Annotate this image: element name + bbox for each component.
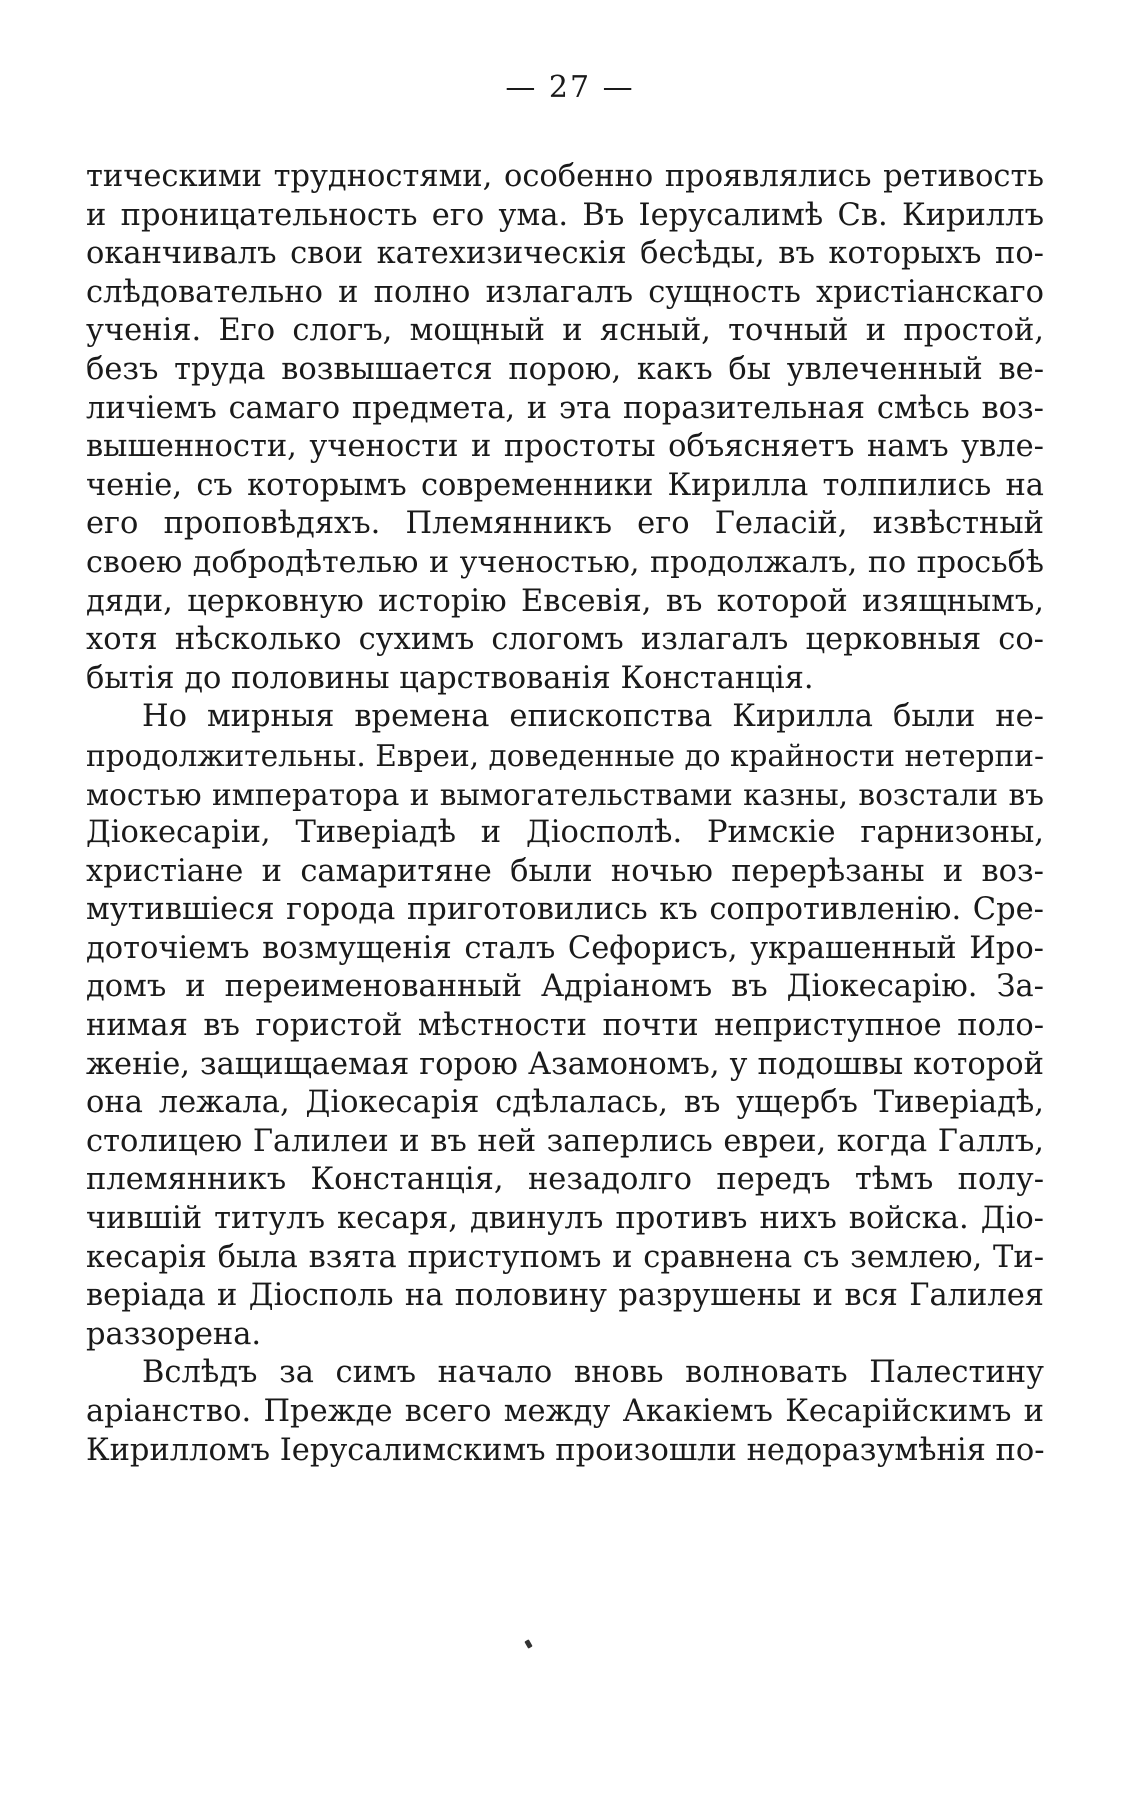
text-line: ученія. Его слогъ, мощный и ясный, точный и простой, [86,313,1044,349]
paragraph-3 [86,1354,1044,1470]
text-line: мостью императора и вымогательствами казны, возстали въ [86,777,1044,812]
ink-mark [524,1639,532,1648]
text-line: чившій титулъ кесаря, двинулъ противъ нихъ войска. Діо- [86,1201,1044,1237]
text-line: хотя нѣсколько сухимъ слогомъ излагалъ церковныя со- [86,622,1044,658]
paragraph-1 [86,158,1044,698]
text-line: Вслѣдъ за симъ начало вновь волновать Палестину [142,1355,1044,1391]
text-line: вышенности, учености и простоты объясняетъ намъ увле- [86,429,1044,465]
text-line: безъ труда возвышается порою, какъ бы увлеченный ве- [86,351,1044,387]
text-line: Кирилломъ Іерусалимскимъ произошли недоразумѣнія по- [86,1432,1045,1468]
text-line: домъ и переименованный Адріаномъ въ Діокесарію. За- [86,969,1044,1005]
text-line: ченіе, съ которымъ современники Кирилла толпились на [86,467,1044,503]
text-line: аріанство. Прежде всего между Акакіемъ Кесарійскимъ и [86,1394,1044,1429]
text-line: мутившіеся города приготовились къ сопротивленію. Сре- [86,892,1044,928]
text-line: она лежала, Діокесарія сдѣлалась, въ ущербъ Тиверіадѣ, [86,1085,1044,1121]
text-line: доточіемъ возмущенія сталъ Сефорисъ, украшенный Иро- [86,930,1044,966]
text-line: веріада и Діосполь на половину разрушены и вся Галилея [86,1278,1044,1314]
text-line: и проницательность его ума. Въ Іерусалимѣ Св. Кириллъ [86,197,1044,233]
text-line: Но мирныя времена епископства Кирилла были не- [142,699,1044,735]
body-text [86,158,1044,1470]
text-line: христіане и самаритяне были ночью перерѣзаны и воз- [86,853,1044,889]
text-line: тическими трудностями, особенно проявлялись ретивость [86,159,1044,194]
text-line: Діокесаріи, Тиверіадѣ и Діосполѣ. Римскіе гарнизоны, [86,815,1044,851]
text-line: кесарія была взята приступомъ и сравнена съ землею, Ти- [86,1239,1044,1275]
text-line: племянникъ Констанція, незадолго передъ тѣмъ полу- [86,1162,1044,1198]
page-number: — 27 — [505,70,635,105]
text-line: оканчивалъ свои катехизическія бесѣды, въ которыхъ по- [86,236,1044,272]
text-line: нимая въ гористой мѣстности почти неприступное поло- [86,1008,1044,1044]
text-line: столицею Галилеи и въ ней заперлись евреи, когда Галлъ, [86,1123,1044,1159]
text-line: раззорена. [86,1316,262,1352]
paragraph-2 [86,698,1044,1354]
text-line: женіе, защищаемая горою Азамономъ, у подошвы которой [86,1046,1044,1082]
text-line: его проповѣдяхъ. Племянникъ его Геласій, извѣстный [86,506,1044,542]
text-line: бытія до половины царствованія Констанція. [86,660,814,696]
text-line: личіемъ самаго предмета, и эта поразительная смѣсь воз- [86,390,1044,426]
text-line: дяди, церковную исторію Евсевія, въ которой изящнымъ, [86,583,1044,619]
text-line: продолжительны. Евреи, доведенные до крайности нетерпи- [86,738,1044,773]
text-line: слѣдовательно и полно излагалъ сущность христіанскаго [86,274,1044,310]
text-line: своею добродѣтелью и ученостью, продолжалъ, по просьбѣ [86,544,1044,580]
